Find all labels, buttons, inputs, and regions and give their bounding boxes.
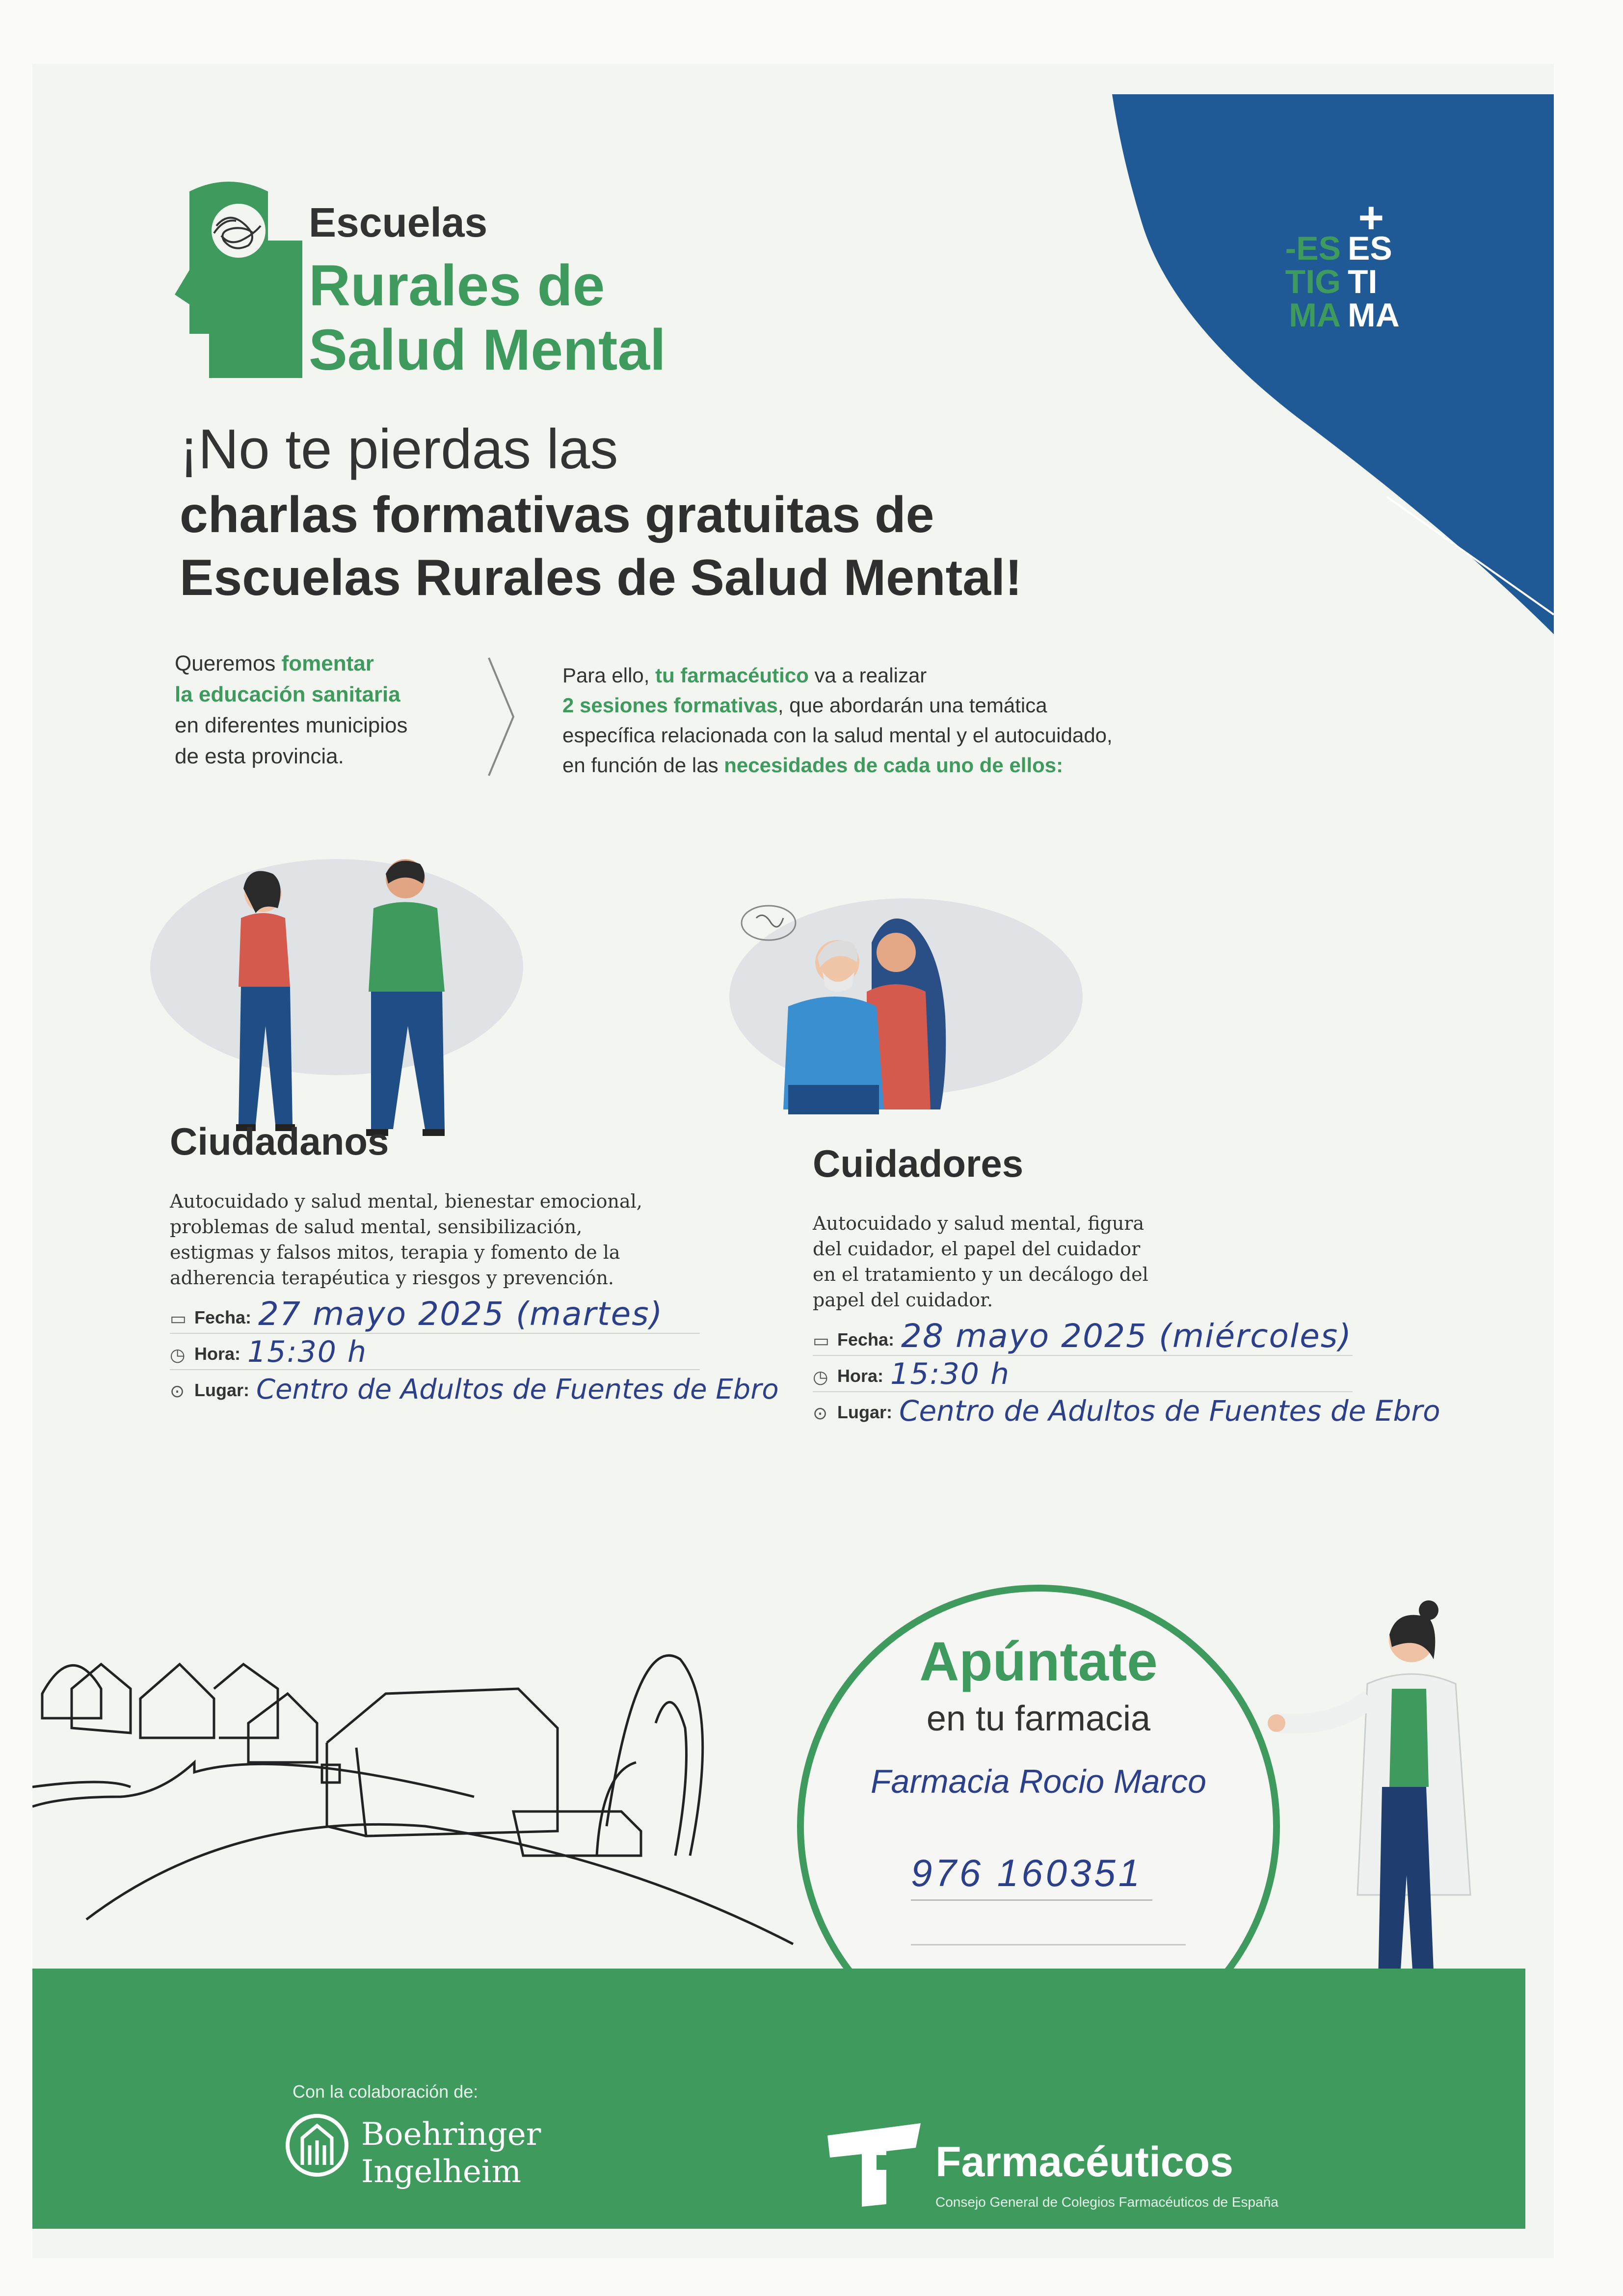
- campaign-right-2: TI: [1348, 263, 1378, 300]
- footer-band: [32, 1969, 1525, 2229]
- session-title: Cuidadores: [813, 1142, 1024, 1185]
- place-value: Centro de Adultos de Fuentes de Ebro: [899, 1394, 1440, 1428]
- intro-right-text-3: , que abordarán una temática: [777, 694, 1047, 717]
- brand-line-3: Salud Mental: [309, 318, 666, 382]
- pharmacy-phone: 976 160351: [911, 1851, 1152, 1901]
- intro-right-text-2: va a realizar: [808, 664, 927, 687]
- pharmacists-cross-logo-icon: [818, 2106, 931, 2214]
- clock-icon: ◷: [170, 1345, 186, 1365]
- intro-left-text-1: Queremos: [175, 651, 282, 675]
- intro-right-text-4: específica relacionada con la salud mental y el autocuidado,: [562, 724, 1113, 747]
- place-label: Lugar:: [194, 1380, 249, 1400]
- session-time-row: [813, 1356, 1353, 1392]
- organization-subtitle: Consejo General de Colegios Farmacéuticos de España: [935, 2194, 1278, 2210]
- campaign-plus: +: [1358, 193, 1384, 243]
- head-logo-icon: [155, 172, 312, 378]
- intro-left-highlight-2: la educación sanitaria: [175, 682, 400, 706]
- brand-line-2: Rurales de: [309, 253, 605, 318]
- flyer-page: [32, 64, 1554, 2258]
- session-place-row: [170, 1370, 808, 1405]
- sponsor-line-1: Boehringer: [361, 2116, 541, 2153]
- place-label: Lugar:: [837, 1402, 892, 1422]
- intro-left: [175, 648, 479, 772]
- calendar-icon: ▭: [170, 1308, 187, 1328]
- campaign-right-3: MA: [1348, 297, 1400, 334]
- citizens-illustration: [150, 849, 523, 1163]
- date-value: 27 mayo 2025 (martes): [258, 1295, 664, 1333]
- time-value: 15:30 h: [890, 1357, 1011, 1391]
- date-value: 28 mayo 2025 (miércoles): [901, 1317, 1352, 1355]
- sponsor-name: [361, 2116, 541, 2190]
- session-caregivers: [813, 1141, 1549, 1428]
- location-pin-icon: ⊙: [170, 1381, 185, 1401]
- campaign-left-1: -ES: [1285, 230, 1341, 267]
- headline-bold-line-1: charlas formativas gratuitas de: [180, 486, 934, 543]
- headline-bold: [180, 484, 1407, 609]
- intro-right-highlight-3: necesidades de cada uno de ellos:: [724, 754, 1064, 777]
- signup-title: Apúntate: [919, 1631, 1158, 1692]
- signup-blank-line: [911, 1944, 1186, 1945]
- intro-right-text-1: Para ello,: [562, 664, 656, 687]
- time-value: 15:30 h: [247, 1335, 368, 1369]
- brand-line-1: Escuelas: [309, 199, 488, 245]
- place-value: Centro de Adultos de Fuentes de Ebro: [256, 1374, 779, 1405]
- session-description: Autocuidado y salud mental, bienestar emocional, problemas de salud mental, sensibilización, estigmas y falsos mitos, terapia y fomento de la adherencia terapéutica y riesgos y prevención.: [170, 1190, 642, 1289]
- calendar-icon: ▭: [813, 1330, 830, 1351]
- collaboration-label: Con la colaboración de:: [293, 2081, 479, 2102]
- intro-left-text-3: de esta provincia.: [175, 744, 344, 768]
- campaign-right-1: ES: [1348, 230, 1392, 267]
- organization-name: Farmacéuticos: [935, 2138, 1234, 2186]
- village-line-art: [32, 1600, 916, 2003]
- clock-icon: ◷: [813, 1367, 828, 1387]
- time-label: Hora:: [837, 1366, 884, 1386]
- headline-light: ¡No te pierdas las: [180, 418, 618, 481]
- session-description: Autocuidado y salud mental, figura del cuidador, el papel del cuidador en el tratamiento y un decálogo del papel del cuidador.: [813, 1213, 1148, 1311]
- time-label: Hora:: [194, 1344, 241, 1364]
- date-label: Fecha:: [837, 1329, 895, 1350]
- intro-right: [562, 660, 1250, 780]
- intro-right-highlight-2: 2 sesiones formativas: [562, 694, 778, 717]
- session-citizens: [170, 1119, 823, 1405]
- chevron-right-icon: [484, 653, 523, 781]
- session-title: Ciudadanos: [170, 1120, 389, 1163]
- sponsor-line-2: Ingelheim: [361, 2154, 522, 2190]
- pharmacy-name: Farmacia Rocio Marco: [871, 1763, 1206, 1800]
- signup-subtitle: en tu farmacia: [926, 1699, 1151, 1738]
- intro-left-text-2: en diferentes municipios: [175, 713, 408, 737]
- session-date-row: [813, 1317, 1353, 1356]
- session-place-row: [813, 1392, 1529, 1428]
- intro-right-text-5: en función de las: [562, 754, 724, 777]
- intro-right-highlight-1: tu farmacéutico: [655, 664, 809, 687]
- campaign-logo: [1267, 193, 1421, 334]
- boehringer-logo-icon: [283, 2111, 351, 2180]
- campaign-left-2: TIG: [1285, 263, 1341, 300]
- campaign-left-3: MA: [1289, 297, 1341, 334]
- session-time-row: [170, 1334, 700, 1370]
- date-label: Fecha:: [194, 1307, 252, 1327]
- location-pin-icon: ⊙: [813, 1403, 828, 1423]
- headline-bold-line-2: Escuelas Rurales de Salud Mental!: [180, 549, 1022, 606]
- session-date-row: [170, 1297, 700, 1334]
- intro-left-highlight-1: fomentar: [281, 651, 374, 675]
